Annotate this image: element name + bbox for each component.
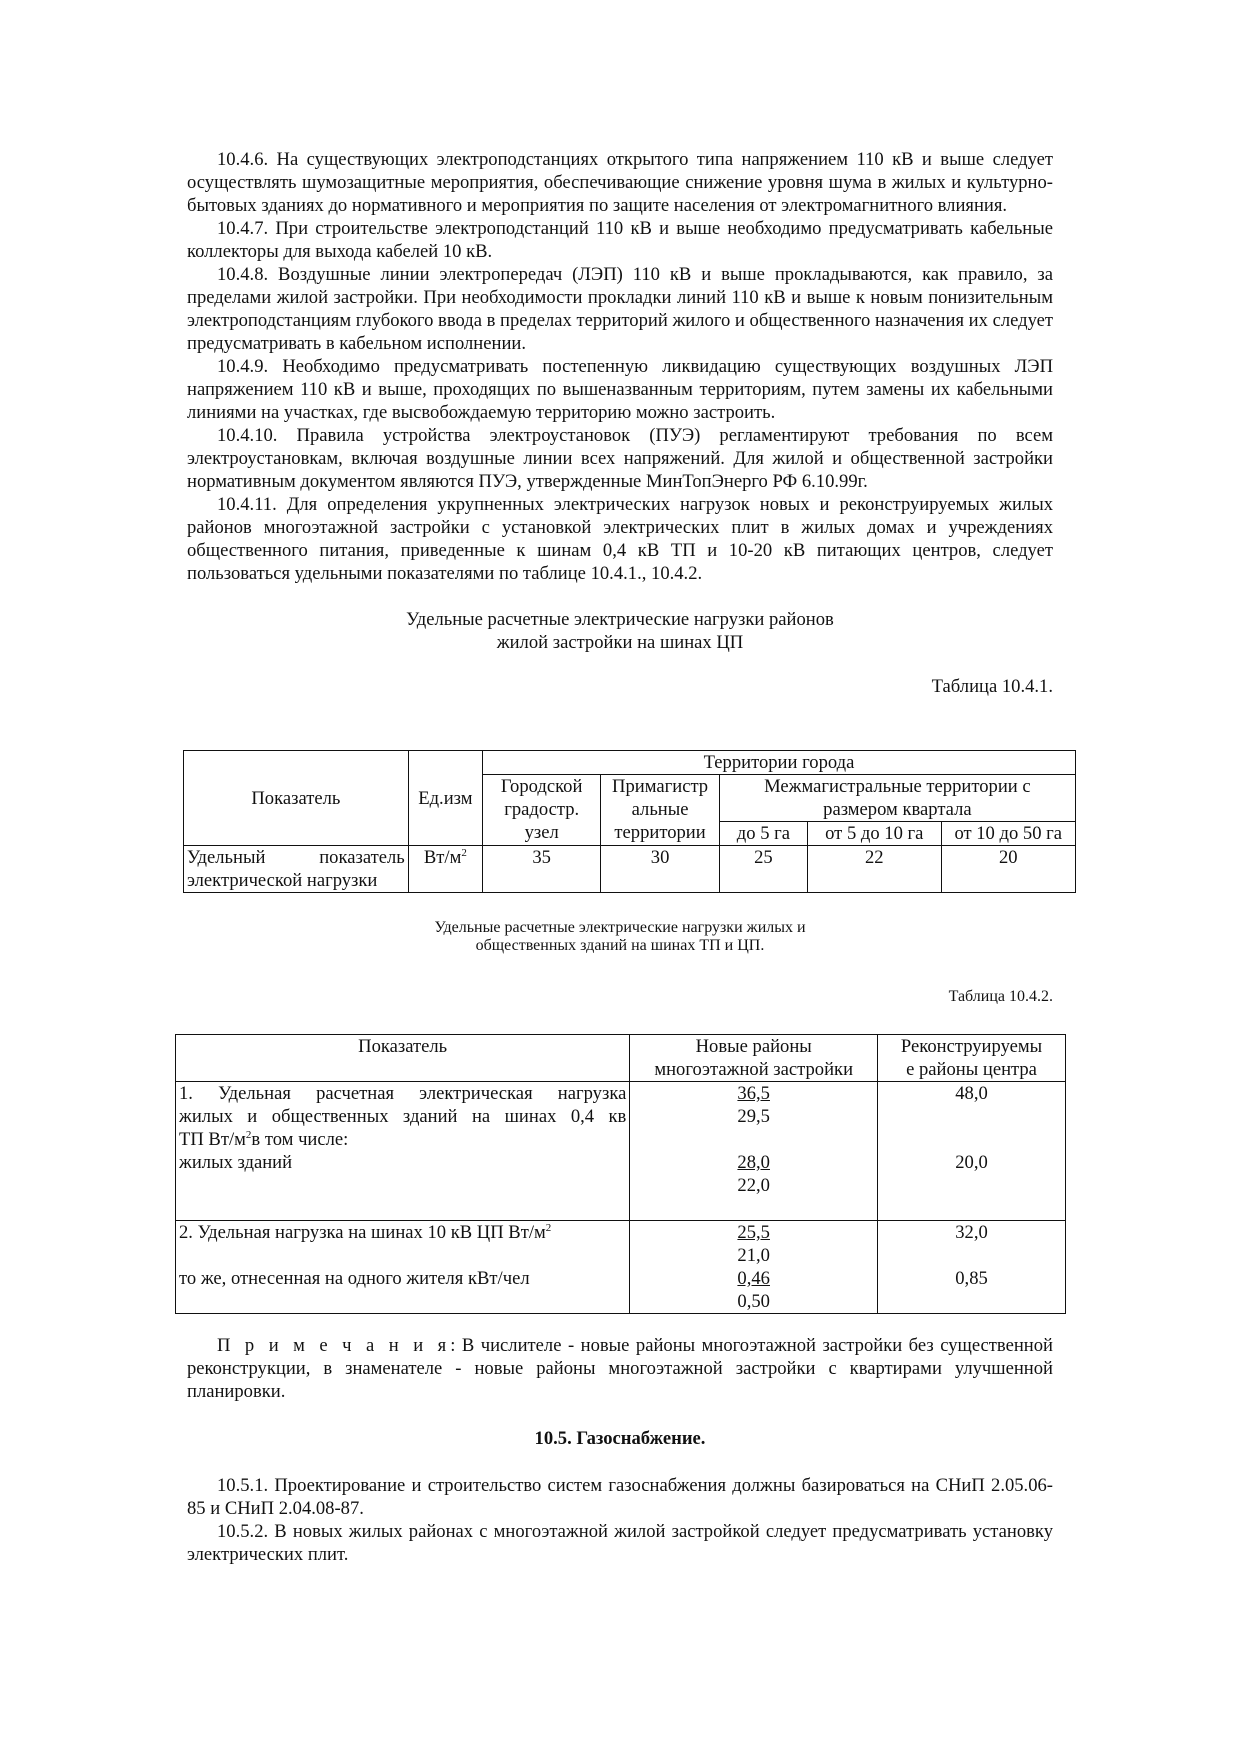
row1-new-denominator-1: 29,5 bbox=[737, 1106, 770, 1127]
row1-label-line3-sup: 2 bbox=[245, 1128, 252, 1141]
paragraph-10-4-8: 10.4.8. Воздушные линии электропередач (ЛЭП) 110 кВ и выше прокладываются, как правило, за пределами жилой застройки. При необходимости прокладки линий 110 кВ и выше к новым понизительным электроподстанциям глубокого ввода в пределах территорий жилого и общественного назначения их следует предусматривать в кабельном исполнении. bbox=[187, 264, 1053, 354]
row-unit bbox=[408, 846, 482, 893]
paragraph-10-4-11: 10.4.11. Для определения укрупненных электрических нагрузок новых и реконструируемых жилых районов многоэтажной застройки с установкой электрических плит в жилых домах и учреждениях общественного питания, приведенные к шинам 0,4 кВ ТП и 10-20 кВ питающих центров, следует пользоваться удельными показателями по таблице 10.4.1., 10.4.2. bbox=[187, 494, 1053, 584]
row1-new-values bbox=[630, 1082, 878, 1221]
spacer bbox=[881, 1105, 1062, 1151]
row-unit-text: Вт/м bbox=[423, 847, 462, 868]
row2-recon-values bbox=[878, 1221, 1066, 1314]
header-city-hub-line2: градостр. bbox=[504, 799, 580, 820]
row-unit-sup: 2 bbox=[461, 846, 467, 859]
spacer bbox=[633, 1128, 874, 1151]
paragraph-10-4-10: 10.4.10. Правила устройства электроустановок (ПУЭ) регламентируют требования по всем электроустановкам, включая воздушные линии всех напряжений. Для жилой и общественной застройки нормативным документом являются ПУЭ, утвержденные МинТопЭнерго РФ 6.10.99г. bbox=[187, 425, 1053, 492]
table2-caption-line2: общественных зданий на шинах ТП и ЦП. bbox=[475, 937, 765, 954]
header-size-2: от 5 до 10 га bbox=[808, 822, 941, 846]
row1-label-line3 bbox=[179, 1128, 626, 1151]
row-label bbox=[184, 846, 409, 893]
header-new-line1: Новые районы bbox=[695, 1036, 812, 1057]
table2-caption-line1: Удельные расчетные электрические нагрузки жилых и bbox=[434, 919, 806, 936]
header-indicator: Показатель bbox=[184, 751, 409, 846]
row2-label-line1 bbox=[179, 1221, 626, 1244]
row2-new-denominator-2: 0,50 bbox=[737, 1291, 770, 1312]
value-size-3: 20 bbox=[941, 846, 1076, 893]
header-new-line2: многоэтажной застройки bbox=[654, 1059, 854, 1080]
paragraph-10-5-1: 10.5.1. Проектирование и строительство систем газоснабжения должны базироваться на СНиП 2.05.06-85 и СНиП 2.04.08-87. bbox=[187, 1475, 1053, 1519]
header-territories: Территории города bbox=[482, 751, 1075, 775]
row2-new-denominator-1: 21,0 bbox=[737, 1245, 770, 1266]
row2-recon-value-1: 32,0 bbox=[955, 1222, 988, 1243]
row1-label bbox=[176, 1082, 630, 1221]
table2-number: Таблица 10.4.2. bbox=[948, 988, 1053, 1005]
row1-recon-value-1: 48,0 bbox=[955, 1083, 988, 1104]
note bbox=[187, 1334, 1053, 1403]
row1-recon-value-2: 20,0 bbox=[955, 1152, 988, 1173]
row1-new-numerator-1: 36,5 bbox=[737, 1083, 770, 1104]
row1-label-line3-a: ТП Вт/м bbox=[179, 1129, 246, 1150]
header-inter-arterial-line2: размером квартала bbox=[823, 799, 972, 820]
table1-number: Таблица 10.4.1. bbox=[931, 676, 1053, 697]
table1-caption-line1: Удельные расчетные электрические нагрузки районов bbox=[406, 609, 834, 630]
table1-caption-line2: жилой застройки на шинах ЦП bbox=[496, 632, 744, 653]
header-recon-line2: е районы центра bbox=[906, 1059, 1037, 1080]
value-size-2: 22 bbox=[808, 846, 941, 893]
section-body bbox=[187, 1474, 1053, 1566]
row-label-word2: показатель bbox=[319, 847, 405, 868]
spacer bbox=[179, 1244, 626, 1267]
row-label-word1: Удельный bbox=[187, 847, 266, 868]
note-label: П р и м е ч а н и я bbox=[217, 1335, 451, 1356]
row2-label-line1-sup: 2 bbox=[545, 1221, 552, 1234]
row1-new-denominator-2: 22,0 bbox=[737, 1175, 770, 1196]
paragraph-10-4-7: 10.4.7. При строительстве электроподстанций 110 кВ и выше необходимо предусматривать кабельные коллекторы для выхода кабелей 10 кВ. bbox=[187, 218, 1053, 262]
row-label-line1 bbox=[187, 846, 405, 869]
row2-label bbox=[176, 1221, 630, 1314]
header-unit: Ед.изм bbox=[408, 751, 482, 846]
header-arterial-line3: территории bbox=[614, 822, 706, 843]
paragraph-10-4-9: 10.4.9. Необходимо предусматривать постепенную ликвидацию существующих воздушных ЛЭП напряжением 110 кВ и выше, проходящих по вышеназванным территориям, путем замены их кабельными линиями на участках, где высвобождаемую территорию можно застроить. bbox=[187, 356, 1053, 423]
header-city-hub-line3: узел bbox=[524, 822, 559, 843]
section-title: 10.5. Газоснабжение. bbox=[534, 1428, 706, 1449]
row2-new-numerator-2: 0,46 bbox=[737, 1268, 770, 1289]
table-10-4-2 bbox=[175, 1034, 1066, 1314]
row1-label-line3-b: в том числе: bbox=[251, 1129, 349, 1150]
header-recon-line1: Реконструируемы bbox=[900, 1036, 1043, 1057]
table2-caption bbox=[187, 919, 1053, 955]
row2-new-values bbox=[630, 1221, 878, 1314]
header-inter-arterial-line1: Межмагистральные территории с bbox=[764, 776, 1031, 797]
spacer bbox=[881, 1244, 1062, 1267]
body-text bbox=[187, 148, 1053, 698]
row1-label-line1: 1. Удельная расчетная электрическая нагрузка bbox=[179, 1083, 627, 1104]
row1-new-numerator-2: 28,0 bbox=[737, 1152, 770, 1173]
paragraph-10-4-6: 10.4.6. На существующих электроподстанциях открытого типа напряжением 110 кВ и выше следует осуществлять шумозащитные мероприятия, обеспечивающие снижение уровня шума в жилых и культурно-бытовых зданиях до нормативного и мероприятия по защите населения от электромагнитного влияния. bbox=[187, 149, 1053, 216]
row2-label-line1-a: 2. Удельная нагрузка на шинах 10 кВ ЦП Вт/м bbox=[179, 1222, 546, 1243]
row-label-line2: электрической нагрузки bbox=[187, 870, 378, 891]
header-arterial-line2: альные bbox=[631, 799, 689, 820]
table-row bbox=[176, 1221, 1066, 1314]
header-city-hub-line1: Городской bbox=[500, 776, 583, 797]
table-10-4-1 bbox=[183, 750, 1076, 893]
header-inter-arterial bbox=[719, 775, 1075, 822]
row2-label-line3: то же, отнесенная на одного жителя кВт/чел bbox=[179, 1268, 530, 1289]
row1-label-line2: жилых и общественных зданий на шинах 0,4 кв bbox=[179, 1106, 627, 1127]
row2-new-numerator-1: 25,5 bbox=[737, 1222, 770, 1243]
paragraph-10-5-2: 10.5.2. В новых жилых районах с многоэтажной жилой застройкой следует предусматривать установку электрических плит. bbox=[187, 1521, 1053, 1565]
header-new-districts bbox=[630, 1035, 878, 1082]
value-arterial: 30 bbox=[601, 846, 719, 893]
header-reconstructed bbox=[878, 1035, 1066, 1082]
header-city-hub bbox=[482, 775, 600, 846]
header-arterial-line1: Примагистр bbox=[612, 776, 709, 797]
row2-recon-value-2: 0,85 bbox=[955, 1268, 988, 1289]
value-city-hub: 35 bbox=[482, 846, 600, 893]
header-size-3: от 10 до 50 га bbox=[941, 822, 1076, 846]
row1-recon-values bbox=[878, 1082, 1066, 1221]
table-row bbox=[176, 1082, 1066, 1221]
value-size-1: 25 bbox=[719, 846, 807, 893]
row1-label-line4: жилых зданий bbox=[179, 1152, 293, 1173]
header-size-1: до 5 га bbox=[719, 822, 807, 846]
table-row bbox=[184, 846, 1076, 893]
header-indicator: Показатель bbox=[176, 1035, 630, 1082]
header-arterial bbox=[601, 775, 719, 846]
note-text: : В числителе - новые районы многоэтажной застройки без существенной реконструкции, в знаменателе - новые районы многоэтажной застройки с квартирами улучшенной планировки. bbox=[187, 1335, 1053, 1402]
